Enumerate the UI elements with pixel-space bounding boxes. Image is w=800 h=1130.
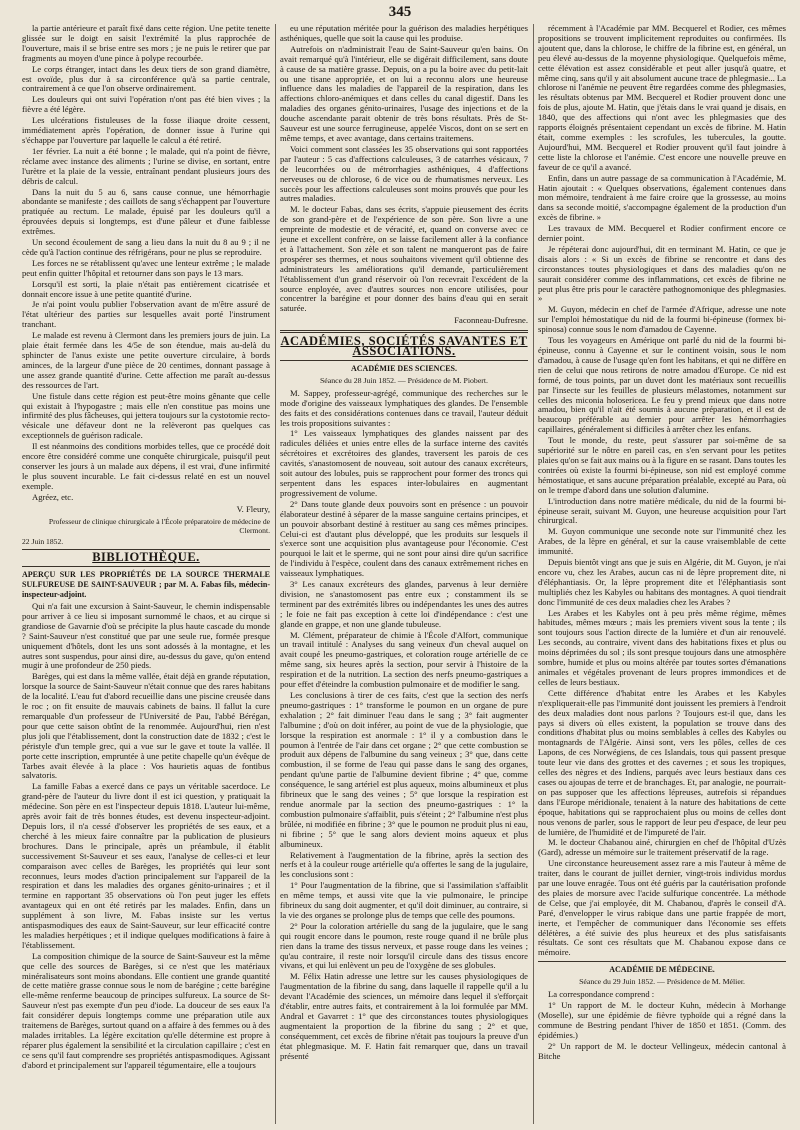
paragraph: Tout le monde, du reste, peut s'assurer par soi-même de sa supériorité sur le nôtre en pareil cas, en s'en servant pour les petites plaies qu'on se fait aux mains ou à la figure en se rasant. Dans toutes les contrées où existe la fourmi bi-épineuse, son nid est employé comme hémostatique, et sans aucune préparation préalable, excepté au Para, où on le trempe d'abord dans une solution d'alumine. <box>538 435 786 495</box>
paragraph: M. Clément, préparateur de chimie à l'École d'Alfort, communique un travail intitulé : Analyses du sang veineux d'un cheval auquel on avait coupé les pneumo-gastriques, et coloration rouge artérielle de ce même sang, six heures après la section, pour servir à l'histoire de la respiration et de la nutrition. La section des nerfs pneumo-gastriques a pour effet d'éteindre la combustion pulmonaire et de modifier le sang. <box>280 629 528 690</box>
column-1 <box>22 24 270 1126</box>
subsection-title: ACADÉMIE DES SCIENCES. <box>350 364 458 373</box>
paragraph: 1° Les vaisseaux lymphatiques des glandes naissent par des radicules déliées et unies entre elles de la surface interne des cavités sécrétoires et excrétoires des glandes, traversent les parois de ces cavités, s'anastomosent de nouveau, soit autour des canaux excréteurs, soit autour des lobules, puis se rapprochent pour former des troncs qui serpentent dans les espaces inter-lobulaires en augmentant progressivement de volume. <box>280 428 528 498</box>
paragraph: L'introduction dans notre matière médicale, du nid de la fourmi bi-épineuse serait, suivant M. Guyon, une heureuse acquisition pour l'art chirurgical. <box>538 495 786 526</box>
paragraph: Depuis bientôt vingt ans que je suis en Algérie, dit M. Guyon, je n'ai encore vu, chez les Arabes, aucun cas ni de lèpre proprement dite, ni d'éléphantiasis. Or, la lèpre proprement dite et l'éléphantiasis sont multipliés chez les Kabyles ou habitans des montagnes. A quoi tiendrait donc l'immunité de ces deux maladies chez les Arabes ? <box>538 557 786 607</box>
paragraph: Une circonstance heureusement assez rare a mis l'auteur à même de traiter, dans le courant de juillet dernier, vingt-trois individus mordus par une louve enragée. Tous ont été guéris par la cautérisation profonde des plaies de morsure avec l'acide sulfurique concentrée. La méthode de Celse, que j'ai employée, dit M. Chabanou, d'après le conseil d'A. Paré, d'envelopper le virus rabique dans une partie frappée de mort, inerte, et l'empêcher de communiquer dans l'économie ses effets délétères, a été suivie des plus heureux et des plus satisfaisants résultats. Ce sont ces résultats que M. Chabanou expose dans ce mémoire. <box>538 858 786 958</box>
signature-title: Professeur de clinique chirurgicale à l'École préparatoire de médecine de Clermont. <box>48 516 270 535</box>
paragraph: Je répéterai donc aujourd'hui, dit en terminant M. Hatin, ce que je disais alors : « Si un excès de fibrine se rencontre et dans des circonstances toutes physiologiques et dans des maladies qu'on ne saurait considérer comme des inflammations, cet excès de fibrine ne peut plus être pris pour le caractère pathognomonique des phlegmasies. » <box>538 243 786 304</box>
paragraph: 1° Un rapport de M. le docteur Kuhn, médecin à Morhange (Moselle), sur une épidémie de fièvre typhoïde qui a régné dans la commune de Bestring pendant l'hiver de 1850 et 1851. (Comm. des épidémies.) <box>538 1000 786 1040</box>
session-line: Séance du 29 Juin 1852. — Présidence de M. Mélier. <box>579 977 745 987</box>
paragraph: Le malade est revenu à Clermont dans les premiers jours de juin. La plaie était fermée dans les 4/5e de son étendue, mais au-delà du sphincter de l'anus existe une petite ouverture circulaire, à bords aminces, de la largeur d'une pièce de 20 centimes, donnant passage à une assez grande quantité d'urine. Cette affection me paraît au-dessus des ressources de l'art. <box>22 330 270 390</box>
subsection-title: ACADÉMIE DE MÉDECINE. <box>609 965 715 975</box>
paragraph: Il est néanmoins des conditions morbides telles, que ce procédé doit encore être considéré comme une conquête chirurgicale, puisqu'il peut conserver les jours à un malade aux dépens, il est vrai, d'une infirmité le plus souvent incurable. Le fait ci-dessus relaté en est un nouvel exemple. <box>22 441 270 491</box>
paragraph: 1er février. La nuit a été bonne ; le malade, qui n'a point de fièvre, réclame avec instance des aliments ; l'urine se divise, en sortant, entre l'urètre et la plaie de la vessie, entraînant pendant plusieurs jours des débris de calcul. <box>22 145 270 186</box>
paragraph: Enfin, dans un autre passage de sa communication à l'Académie, M. Hatin ajoutait : « Quelques observations, également contenues dans mon mémoire, tendraient à me faire croire que la grossesse, au moins dans sa seconde moitié, s'accompagne également de la production d'un excès de fibrine. » <box>538 172 786 223</box>
paragraph: Un second écoulement de sang a lieu dans la nuit du 8 au 9 ; il ne cède qu'à l'action continue des réfrigérans, pour ne plus se reproduire. <box>22 237 270 257</box>
paragraph: Cette différence d'habitat entre les Arabes et les Kabyles n'expliquerait-elle pas l'immunité dont jouissent les premiers à l'endroit des deux maladies dont nous parlons ? Toujours est-il que, dans les pays si divers où elles existent, la population se trouve dans des conditions d'habitat plus ou moins semblables à celles des Kabyles ou montagnards de l'Algérie. Ainsi sont, vers les pôles, celles de ces Lapons, de ces Norwégiens, de ces Islandais, tous qui passent presque toute leur vie dans des grottes et des cavernes ; et sous les tropiques, celles des nègres et des Indiens, parqués avec leurs bestiaux dans ces cases ou ajoupas de terre et de branchages. Et, par analogie, ne pourrait-on pas supposer que les affections lépreuses, autrefois si répandues dans l'Europe méridionale, tenaient à la nature des habitations de cette époque, habitations qui se rapprochaient plus ou moins de celles dont nous venons de parler, sous le rapport de leur peu d'espace, de leur peu de lumière, de l'humidité et de l'impureté de l'air. <box>538 687 786 837</box>
signature: Faconneau-Dufresne. <box>454 315 528 326</box>
column-3 <box>538 24 786 1126</box>
paragraph: Tous les voyageurs en Amérique ont parlé du nid de la fourmi bi-épineuse, connu à Cayenne et sur le continent voisin, sous le nom d'amadou, à cause de l'usage qu'en font les habitans, et qui ne diffère en rien de celui que nous retirons de notre amadou d'Europe. Ce nid est formé, de tous points, par un duvet dont les matériaux sont recueillis par l'insecte sur les feuilles de plusieurs mélastomes, notamment sur celles des miconia holosericea. Le feu y prend mieux que dans notre amadou, bien qu'il n'ait été soumis à aucune préparation, et il est de beaucoup préférable au dernier pour arrêter les hémorrhagies capillaires, généralement si difficiles à arrêter chez les enfans. <box>538 335 786 435</box>
paragraph: M. Guyon communique une seconde note sur l'immunité chez les Arabes, de la lèpre en général, et sur la cause vraisemblable de cette immunité. <box>538 526 786 557</box>
paragraph: Le corps étranger, intact dans les deux tiers de son grand diamètre, est ovoïde, plus dur à sa circonférence qu'à sa partie centrale, contrairement à ce que l'on observe ordinairement. <box>22 63 270 94</box>
paragraph: M. le docteur Fabas, dans ses écrits, s'appuie pieusement des écrits de son grand-père et de l'expérience de son père. Son livre a une empreinte de modestie et de véracité, et, quand on converse avec ce jeune et excellent confrère, on se laisse facilement aller à la confiance et à l'attachement. Son zèle et son talent ne manqueront pas de faire prospérer ses thermes, et nous souhaitons vivement qu'il obtienne des administrateurs les améliorations qu'il demande, particulièrement l'établissement d'un grand réservoir où l'on recevrait l'excédent de la source enployée, avec d'autres sources non encore utilisées, pour concentrer la barégine et pour donner des bains d'eau qui en serait saturée. <box>280 204 528 314</box>
paragraph: eu une réputation méritée pour la guérison des maladies herpétiques asthéniques, quelle que soit la cause qui les produise. <box>280 24 528 43</box>
paragraph: Les forces ne se rétablissent qu'avec une lenteur extrême ; le malade peut enfin quitter l'hôpital et retourner dans son pays le 13 mars. <box>22 257 270 278</box>
paragraph: La correspondance comprend : <box>548 989 655 1000</box>
paragraph: La composition chimique de la source de Saint-Sauveur est la même que celle des sources de Barèges, si ce n'est que les matériaux minéralisateurs sont moins abondans. Elle contient une grande quantité de cette matière grasse connue sous le nom de barégine ; cette barégine elle-même renferme beaucoup de principes sulfureux. La source de St-Sauveur n'est pas exempte d'un peu d'iode. La douceur de ses eaux l'a fait considérer depuis longtemps comme une préparation utile aux traitemens de Barèges, surtout quand on a affaire à des femmes ou à des malades irritables. La légère excitation qu'elle détermine est propre à réparer plus également la sensibilité et la circulation capillaire ; c'est en ce sens qu'il faut comprendre ses propriétés antispasmodiques. Agissant d'abord et principalement sur l'appareil tégumentaire, elle a toujours <box>22 950 270 1070</box>
paragraph: 3° Les canaux excréteurs des glandes, parvenus à leur dernière division, ne s'anastomosent pas entre eux ; constamment ils se terminent par des extrémités libres ou indépendantes les unes des autres ; le foie ne fait pas exception à cette loi d'indépendance : c'est une glande en grappe, et non une glande tubuleuse. <box>280 579 528 629</box>
letter-body <box>22 24 270 503</box>
paragraph: La famille Fabas a exercé dans ce pays un véritable sacerdoce. Le grand-père de l'auteur du livre dont il est ici question, y pratiquait la médecine. Son père en est l'inspecteur depuis 1818. L'auteur lui-même, après avoir fait de très bonnes études, est devenu inspecteur-adjoint. Depuis lors, il n'a cessé d'observer les propriétés de ses eaux, et a cherché à les mieux faire connaître par la publication de plusieurs brochures. Dans le principale, après un préambule, il établit successivement St-Sauveur et ses eaux, l'analyse de celles-ci et leur comparaison avec celles de Barèges, les propriétés qui leur sont reconnues, leurs modes d'action principalement sur l'appareil de la respiration et dans les maladies des organes génito-urinaires ; et il termine en rapportant 35 observations où l'on peut juger les effets avantageux qui en ont été retirés par les malades. Enfin, dans un supplément à son livre, M. Fabas insiste sur les vertus antispasmodiques des eaux de Saint-Sauveur, sur leur efficacité contre les maladies herpétiques ; et il indique quelques modifications à faire à l'établissement. <box>22 781 270 950</box>
divider <box>280 360 528 361</box>
paragraph: 2° Dans toute glande deux pouvoirs sont en présence : un pouvoir élaborateur destiné à séparer de la masse sanguine certains principes, et un pouvoir absorbant destiné à restituer au sang ces mêmes principes. Celui-ci est d'autant plus développé, que les produits sur lesquels il s'exerce sont une acquisition plus avantageuse pour l'économie. C'est pourquoi le lait et le sperme, qui ne sont pour ainsi dire qu'un sacrifice de l'individu à l'espèce, coulent dans des canaux extrêmement riches en vaisseaux lymphatiques. <box>280 498 528 579</box>
divider <box>538 961 786 962</box>
article-heading: APERÇU SUR LES PROPRIÉTÉS DE LA SOURCE THERMALE SULFUREUSE DE SAINT-SAUVEUR ; par M. A. Fabas fils, médecin-inspecteur-adjoint. <box>22 570 270 600</box>
paragraph: Une fistule dans cette région est peut-être moins gênante que celle qui existait à l'hypogastre ; mais elle n'en constitue pas moins une infirmité des plus fâcheuses, qui jettera toujours sur la cystotomie recto-vésicale une défaveur dont ne la relèveront pas quelques cas exceptionnels de guérison radicale. <box>22 390 270 441</box>
column-rule <box>533 24 534 1124</box>
paragraph: Les ulcérations fistuleuses de la fosse iliaque droite cessent, immédiatement après l'opération, de donner issue à l'urine qui s'échappe par l'ouverture par laquelle le calcul a été retiré. <box>22 115 270 145</box>
paragraph: 2° Un rapport de M. le docteur Vellingeux, médecin cantonal à Bitche <box>538 1040 786 1061</box>
section-title-bibliotheque: BIBLIOTHÈQUE. <box>92 550 200 565</box>
paragraph: Les Arabes et les Kabyles ont à peu près même régime, mêmes habitudes, mêmes mœurs ; mais les premiers vivent sous la tente ; ils sont toujours sous l'action directe de la lumière et d'un air renouvelé. Les seconds, au contraire, vivent dans des habitations fixes et plus ou moins déprimées du sol ; ils sont presque toujours dans une atmosphère sombre, humide et plus ou moins altérée par toutes sortes d'émanations animales et végétales provenant de leurs propres immondices et de celles de leurs bestiaux. <box>538 607 786 687</box>
paragraph: Les travaux de MM. Becquerel et Rodier confirment encore ce dernier point. <box>538 223 786 244</box>
paragraph: M. Guyon, médecin en chef de l'armée d'Afrique, adresse une note sur l'emploi hémostatique du nid de la fourmi bi-épineuse (formex bi-spinosa) connue sous le nom d'amadou de Cayenne. <box>538 304 786 335</box>
paragraph: Les douleurs qui ont suivi l'opération n'ont pas été bien vives ; la fièvre a été légère. <box>22 94 270 115</box>
paragraph: la partie antérieure et paraît fixé dans cette région. Une petite tenette glissée sur le doigt en saisit l'extrémité la plus rapprochée de l'ouverture, mais il se brise entre ses mors ; je ne puis le retirer que par fragments au moyen d'une pince à polype recourbée. <box>22 24 270 63</box>
paragraph: Les conclusions à tirer de ces faits, c'est que la section des nerfs pneumo-gastriques : 1° transforme le poumon en un organe de pure exhalation ; 2° fait diminuer l'eau dans le sang ; 3° fait augmenter l'albumine ; d'où on doit inférer, au point de vue de la physiologie, que lorsque la respiration est anormale : 1° il y a combustion dans le poumon à l'entrée de l'air dans cet organe ; 2° que cette combustion se produit aux dépens de l'albumine du sang veineux ; 3° que, dans cette combustion, il se forme de l'eau qui passe dans le sang des organes, pendant qu'une partie de l'albumine devient fibrine ; 4° que, comme conséquence, le sang artériel est plus aqueux, moins albumineux et plus fibrineux que le sang des veines ; 5° que lorsque la respiration est rendue anormale par la section des pneumo-gastriques : 1° la combustion pulmonaire s'affaiblit, puis s'éteint ; 2° l'albumine n'est plus brûlée, ni modifiée en fibrine ; 3° que le poumon ne produit plus ni eau, ni fibrine ; 5° que le sang alors devient moins aqueux et plus albumineux. <box>280 690 528 849</box>
paragraph: M. Sappey, professeur-agrégé, communique des recherches sur le mode d'origine des vaisseaux lymphatiques des glandes. De l'ensemble des faits et des considérations contenues dans ce travail, l'auteur déduit les trois propositions suivantes : <box>280 387 528 428</box>
paragraph: M. le docteur Chabanou ainé, chirurgien en chef de l'hôpital d'Uzès (Gard), adresse un mémoire sur le traitement préservatif de la rage. <box>538 837 786 858</box>
session-line: Séance du 28 Juin 1852. — Présidence de M. Piobert. <box>319 375 489 385</box>
letter-date: 22 Juin 1852. <box>22 536 64 546</box>
paragraph: Relativement à l'augmentation de la fibrine, après la section des nerfs et à la couleur rouge artérielle qu'a offertes le sang de la jugulaire, les conclusions sont : <box>280 849 528 880</box>
section-title-academies: ACADÉMIES, SOCIÉTÉS SAVANTES ET ASSOCIATIONS. <box>280 334 528 359</box>
paragraph: Autrefois on n'administrait l'eau de Saint-Sauveur qu'en bains. On avait remarqué qu'à l'intérieur, elle se digérait difficilement, sans doute à cause de sa matière grasse. Depuis, on a pu la boire avec du petit-lait ou une tisane appropriée, et on lui a reconnu alors une heureuse influence dans les maladies de l'appareil de la respiration, dans les affections chloro-anémiques et dans celles du canal digestif. Dans les maladies des organes génito-urinaires, l'usage des injections et de la douche ascendante parait obtenir de très bons résultats. Près de St-Sauveur est une source ferrugineuse, appelée Viscos, dont on se sert en même temps, et avec avantage, dans certains traitemens. <box>280 43 528 143</box>
column-2 <box>280 24 528 1126</box>
paragraph: Je n'ai point voulu publier l'observation avant de m'être assuré de l'état ultérieur des parties sur lesquelles avait porté l'instrument tranchant. <box>22 299 270 330</box>
paragraph: 2° Pour la coloration artérielle du sang de la jugulaire, que le sang qui rougit encore dans le poumon, reste rouge quand il ne brûle plus rien dans la trame des tissus nerveux, et passe rouge dans les veines ; qu'au contraire, il reste noir lorsqu'il circule dans des tissus encore vivans, et qui lui enlèvent un peu de l'oxygène de ses globules. <box>280 920 528 971</box>
page-number: 345 <box>388 4 412 20</box>
paragraph: Dans la nuit du 5 au 6, sans cause connue, une hémorrhagie abondante se manifeste ; des caillots de sang s'échappent par l'ouverture pratiquée au rectum. Le malade, épuisé par les douleurs qu'il a éprouvées depuis si longtemps, est d'une pâleur et d'une faiblesse extrêmes. <box>22 186 270 237</box>
paragraph: Agréez, etc. <box>32 491 74 502</box>
divider <box>280 330 528 333</box>
paragraph: récemment à l'Académie par MM. Becquerel et Rodier, ces mêmes propositions se trouvent implicitement reproduites ou confirmées. Ils ajoutent que, dans la chlorose, le chiffre de la fibrine est, en général, un peu élevé au-dessus de la moyenne physiologique. Quelquefois même, cette élévation est assez considérable et peut aller jusqu'à quatre, et même cinq, sans qu'il y ait absolument aucune trace de phlegmasie... La chlorose ni l'anémie ne peuvent être regardées comme des phlegmasies, les résultats obtenus par MM. Becquerel et Rodier prouvent donc une fois de plus, ajoute M. Hatin, que j'étais dans le vrai quand je disais, en 1840, que des affections qui n'ont avec les phlegmasies que des rapports éloignés présentaient cependant un excès de fibrine. M. Hatin était, comme exemples : les scrofules, les tubercules, la goutte. Aujourd'hui, MM. Becquerel et Rodier prouvent qu'il faut joindre à cette liste la chlorose et l'anémie. C'est encore une nouvelle preuve en faveur de ce qu'il a avancé. <box>538 24 786 172</box>
paragraph: Voici comment sont classées les 35 observations qui sont rapportées par l'auteur : 5 cas d'affections calculeuses, 3 de catarrhes vésicaux, 7 de leucorrhées ou de métrorrhagies asthéniques, 4 d'affections nerveuses ou de chlorose, 6 de vice ou de rhumatismes nerveux. Les succès pour les affections calculeuses sont moins prouvés que pour les autres maladies. <box>280 143 528 204</box>
divider <box>22 566 270 567</box>
column-rule <box>275 24 276 1124</box>
paragraph: Lorsqu'il est sorti, la plaie n'était pas entièrement cicatrisée et donnait encore issue à une petite quantité d'urine. <box>22 278 270 299</box>
paragraph: M. Félix Hatin adresse une lettre sur les causes physiologiques de l'augmentation de la fibrine du sang, dans laquelle il rappelle qu'il a lu devant l'Académie des sciences, un mémoire dans lequel il s'efforçait d'établir, entre autres faits, et contrairement à la loi formulée par MM. Andral et Gavarret : 1° que des circonstances toutes physiologiques augmentaient la proportion de la fibrine du sang ; 2° et que, conséquemment, cet excès de fibrine n'était pas toujours la preuve d'un état phlegmasique. M. F. Hatin fait remarquer que, dans un travail présenté <box>280 971 528 1061</box>
paragraph: 1° Pour l'augmentation de la fibrine, que si l'assimilation s'affaiblit en même temps, et aussi vite que la vie pulmonaire, le principe fibrineux du sang doit augmenter, et qu'il doit diminuer, au contraire, si la vie des organes se prolonge plus de temps que celle des poumons. <box>280 880 528 920</box>
signature: V. Fleury, <box>236 503 270 514</box>
paragraph: Barèges, qui est dans la même vallée, était déjà en grande réputation, lorsque la source de Saint-Sauveur n'était connue que des rares habitans de la localité. L'eau fut d'abord recueillie dans une piscine creusée dans le roc ; on fit ensuite de mauvais cabinets de bains. Il fallut la cure remarquable d'un professeur de l'Université de Pau, l'abbé Bérégan, pour que cette saison obtînt de la renommée. Aujourd'hui, rien n'est plus joli que l'établissement, dont la construction date de 1832 ; c'est le péristyle d'un temple grec, qui a vue sur le gave et toute la vallée. Il porte cette inscription, empruntée à une petite chapelle qu'un évêque de Tarbes avait élevée à la place : Vos haurietis aquas de fontibus salvatoris. <box>22 671 270 781</box>
paragraph: Qui n'a fait une excursion à Saint-Sauveur, le chemin indispensable pour arriver à ce lieu si imposant surnommé le chaos, et au cirque si grandiose de Gavarnie d'où se précipite la plus haute cascade du monde ? Saint-Sauveur n'est constitué que par une seule rue, formée presque uniquement d'hôtels, dont les uns sont adossés à la montagne, et les autres sont suspendus, pour ainsi dire, au-dessus du gave, qu'on entend mugir à une profondeur de 250 pieds. <box>22 601 270 671</box>
